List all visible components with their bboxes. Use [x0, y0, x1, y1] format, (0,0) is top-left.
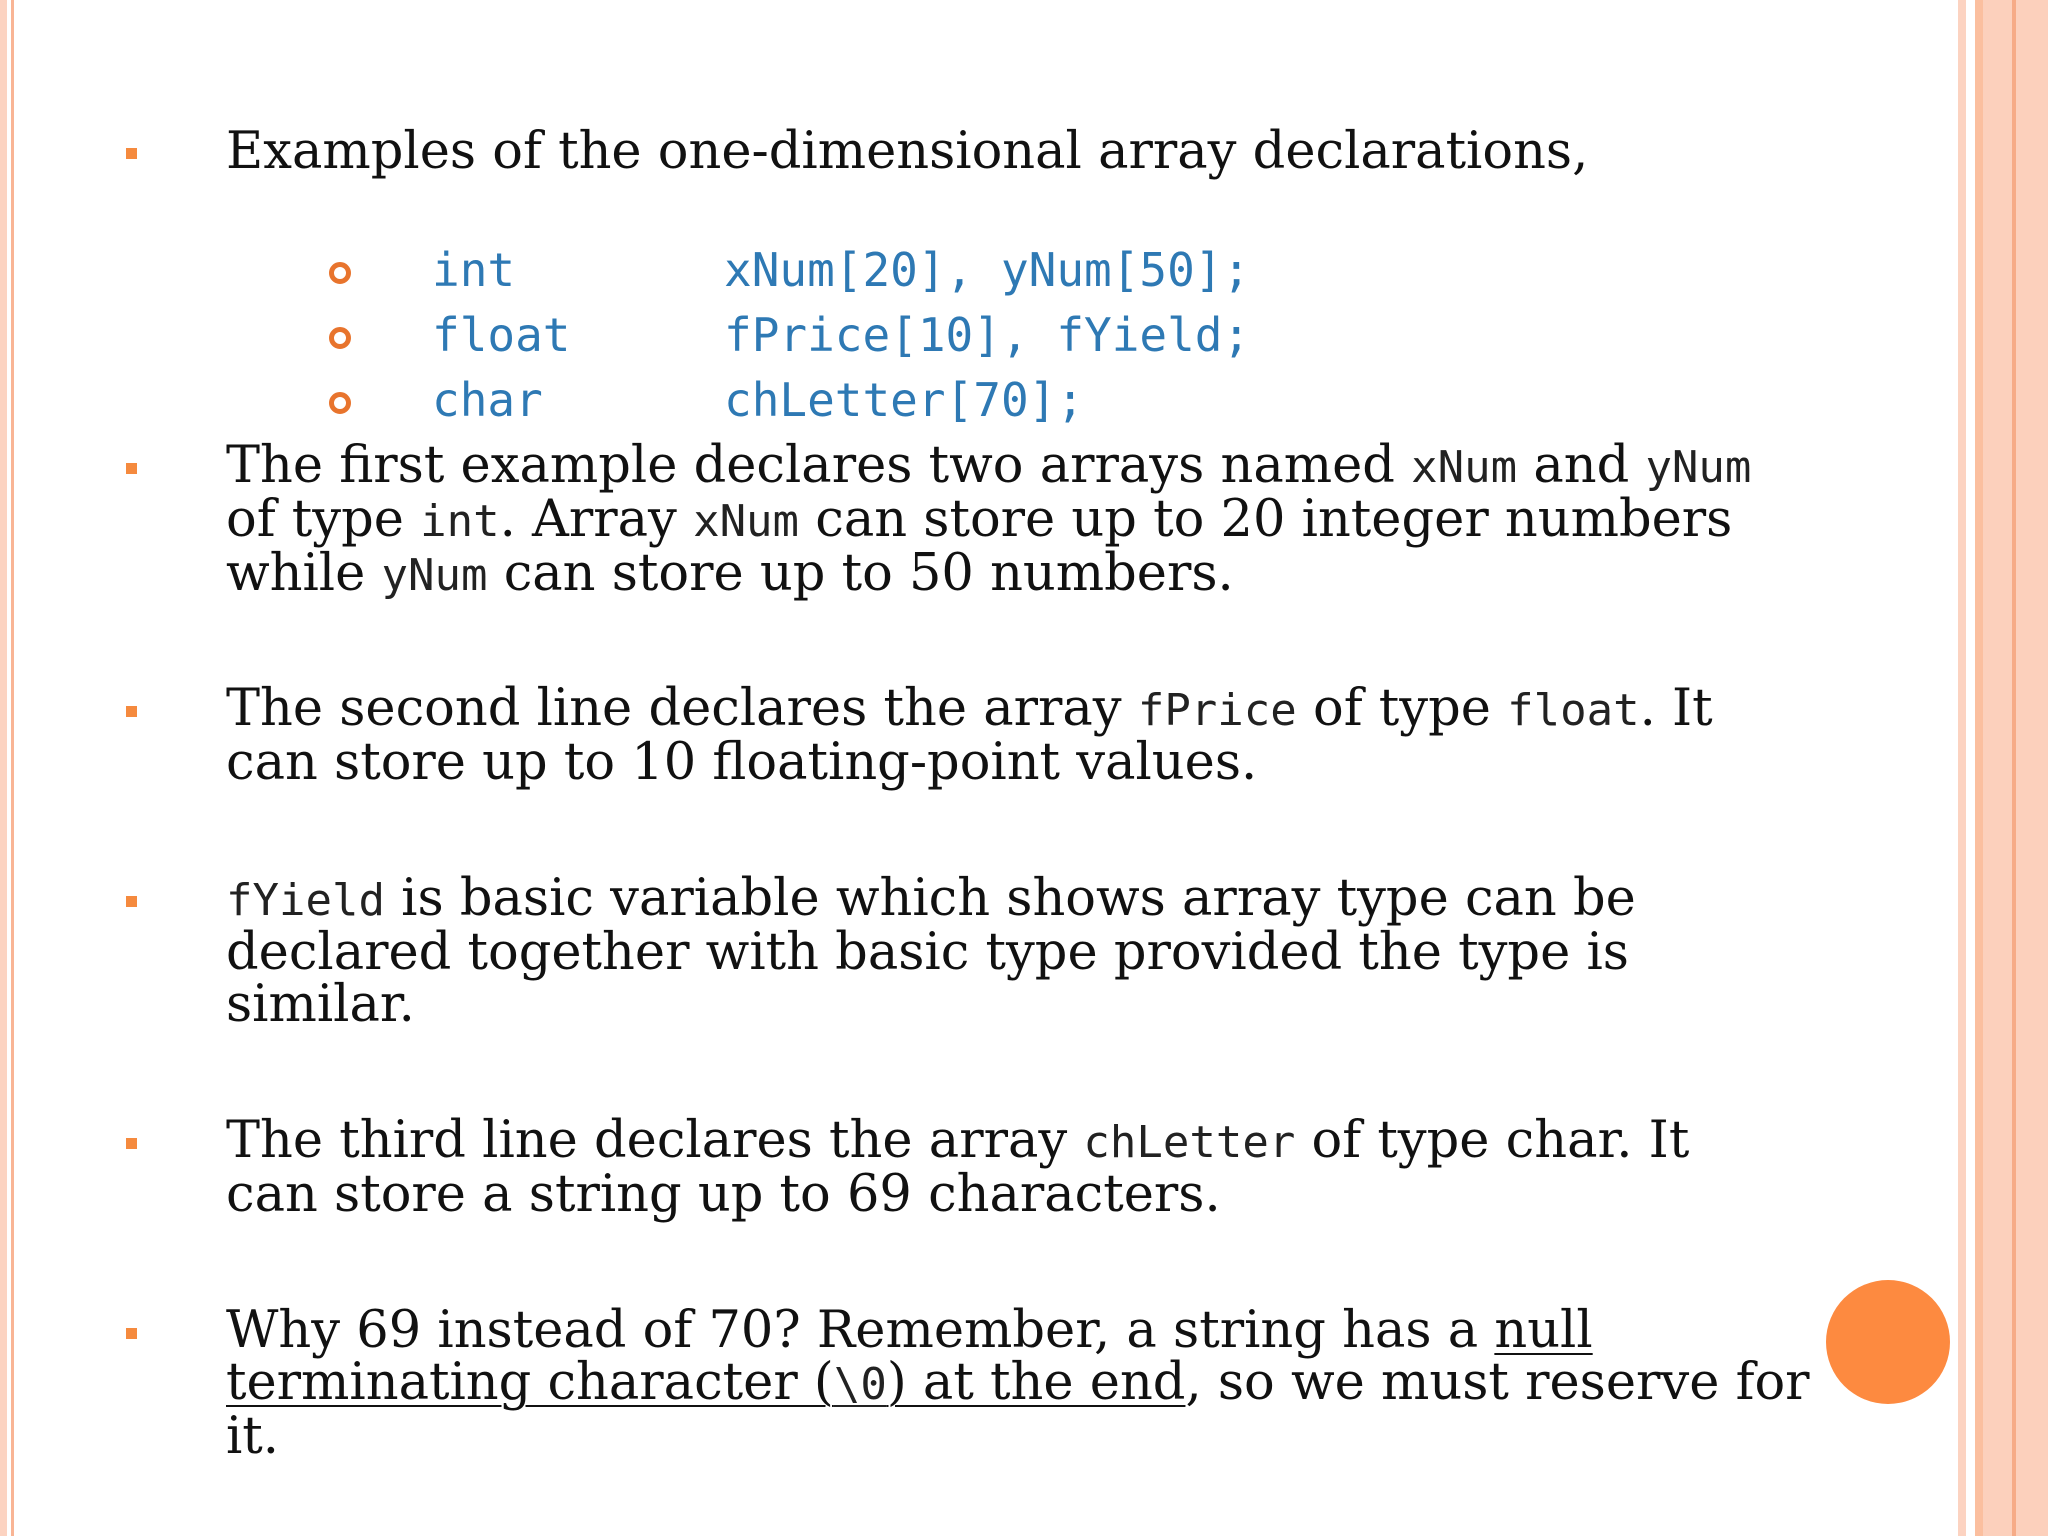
- code-inline: int: [420, 496, 500, 547]
- text-line: it.: [226, 1407, 280, 1466]
- text: The third line declares the array: [226, 1111, 1084, 1170]
- code-inline: chLetter: [1083, 1117, 1296, 1168]
- bullet-square-icon: [126, 148, 137, 159]
- frame-stripe-right-line: [2012, 0, 2016, 1536]
- code-inline: yNum: [1645, 442, 1752, 493]
- bullet-square-icon: [126, 896, 137, 907]
- text-line: can store a string up to 69 characters.: [226, 1165, 1221, 1224]
- paragraph-first-example: [226, 436, 1786, 603]
- text-line: [226, 1353, 1810, 1412]
- code-type: char: [432, 373, 543, 427]
- paragraph-second-line: [226, 679, 1786, 792]
- text: , so we must reserve for: [1185, 1353, 1810, 1412]
- text: The first example declares two arrays named: [226, 436, 1412, 495]
- text-line: [226, 679, 1786, 738]
- frame-stripe-left: [0, 0, 7, 1536]
- code-inline: fYield: [226, 875, 385, 926]
- text-line: [226, 436, 1786, 495]
- text: of type char. It: [1295, 1111, 1690, 1170]
- frame-stripe-right-gap: [1966, 0, 1975, 1536]
- text-line: can store up to 10 floating-point values.: [226, 733, 1258, 792]
- code-inline: xNum: [693, 496, 800, 547]
- bullet-square-icon: [126, 1138, 137, 1149]
- text: of type: [1296, 679, 1508, 738]
- code-declaration: fPrice[10], fYield;: [724, 308, 1251, 362]
- text: can store up to 20 integer numbers: [799, 490, 1733, 549]
- code-declaration: chLetter[70];: [724, 373, 1085, 427]
- text-line: similar.: [226, 975, 415, 1034]
- text: is basic variable which shows array type can be: [384, 869, 1636, 928]
- text-line: [226, 490, 1786, 549]
- text: and: [1517, 436, 1646, 495]
- text: of type: [226, 490, 421, 549]
- bullet-square-icon: [126, 463, 137, 474]
- paragraph-fyield: [226, 869, 1786, 1034]
- bullet-ring-icon: [329, 392, 351, 414]
- bullet-ring-icon: [329, 262, 351, 284]
- bullet-square-icon: [126, 706, 137, 717]
- text: The second line declares the array: [226, 679, 1138, 738]
- text-line: [226, 1111, 1786, 1170]
- code-inline: fPrice: [1137, 685, 1297, 736]
- text-line: [226, 544, 1786, 603]
- code-type: float: [432, 308, 571, 362]
- text: can store up to 50 numbers.: [487, 544, 1234, 603]
- text: . It: [1639, 679, 1713, 738]
- bullet-ring-icon: [329, 327, 351, 349]
- text: while: [226, 544, 382, 603]
- code-inline: xNum: [1411, 442, 1518, 493]
- code-line-float: [432, 305, 1250, 365]
- paragraph-why-69: [226, 1301, 1810, 1466]
- paragraph-third-line: [226, 1111, 1786, 1224]
- code-line-char: [432, 370, 1084, 430]
- code-line-int: [432, 240, 1250, 300]
- text-line: declared together with basic type provided the type is: [226, 923, 1629, 982]
- text-line: [226, 869, 1786, 928]
- underlined-text: terminating character (: [226, 1353, 834, 1412]
- underlined-text: null: [1494, 1301, 1593, 1360]
- code-inline: yNum: [381, 550, 488, 601]
- frame-stripe-right: [1958, 0, 1966, 1536]
- code-inline: \0: [833, 1359, 887, 1410]
- frame-stripe-left-inner: [11, 0, 14, 1536]
- text-line: [226, 1301, 1786, 1360]
- underlined-text: ) at the end: [886, 1353, 1186, 1412]
- bullet-square-icon: [126, 1328, 137, 1339]
- code-inline: float: [1507, 685, 1640, 736]
- code-declaration: xNum[20], yNum[50];: [724, 243, 1251, 297]
- intro-text: Examples of the one-dimensional array declarations,: [226, 122, 1589, 181]
- frame-stripe-right-2: [1975, 0, 1983, 1536]
- code-type: int: [432, 243, 516, 297]
- decorative-circle: [1826, 1280, 1950, 1404]
- text: . Array: [499, 490, 694, 549]
- text: Why 69 instead of 70? Remember, a string has a: [226, 1301, 1495, 1360]
